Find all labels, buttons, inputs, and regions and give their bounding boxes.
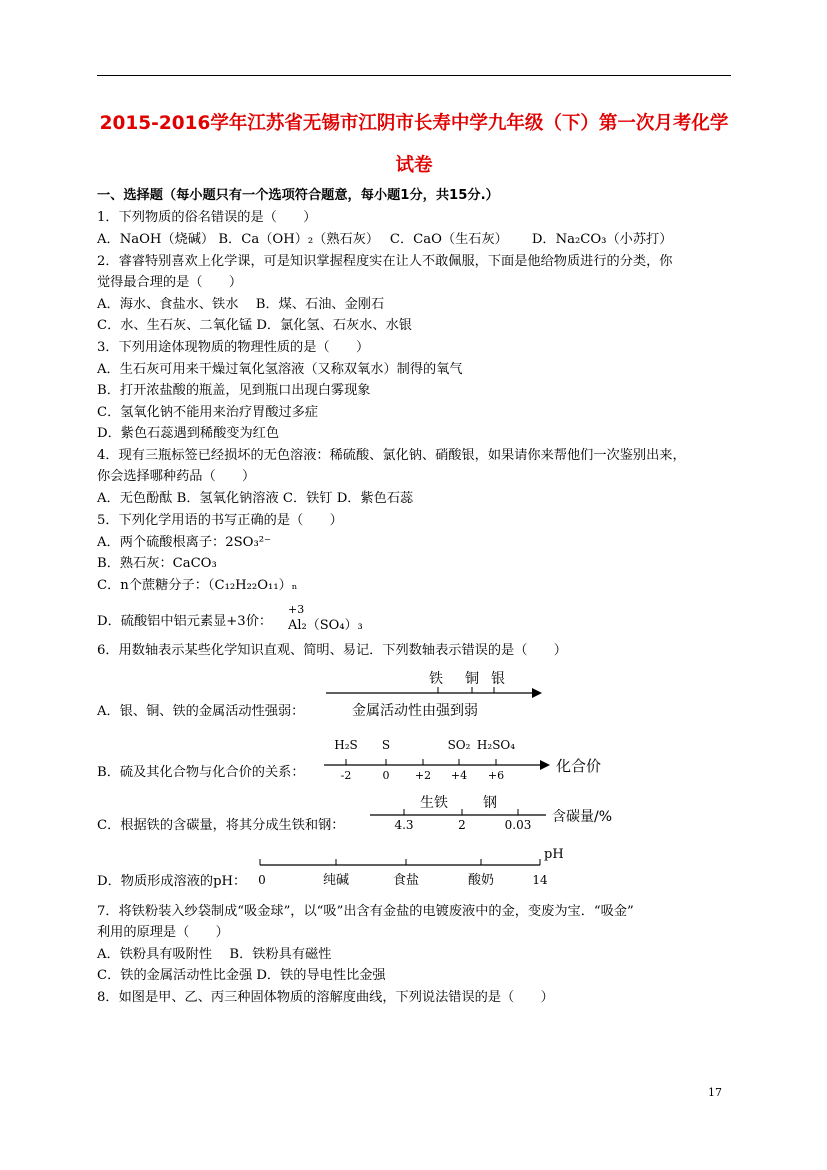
tick-plus4: +4 [450,769,468,782]
tick-minus2: -2 [340,769,352,782]
label-steel: 钢 [483,795,497,811]
activity-axis-label: 金属活动性由强到弱 [352,703,478,719]
q3-option-d: D．紫色石蕊遇到稀酸变为红色 [97,426,280,441]
tick-0-03: 0.03 [504,818,532,832]
paper-title-line2: 试卷 [395,155,433,176]
aluminum-sulfate-formula: Al₂（SO₄）₃ [288,618,363,633]
q1-options: A．NaOH（烧碱） B．Ca（OH）₂（熟石灰） C．CaO（生石灰） D．Na₂CO₃（小苏打） [97,232,673,247]
header-rule [97,75,731,76]
metal-label-iron: 铁 [429,671,443,687]
label-pig-iron: 生铁 [420,795,448,811]
tick-2: 2 [458,818,466,832]
q1-stem: 1．下列物质的俗名错误的是（ ） [97,210,317,225]
compound-h2so4: H₂SO₄ [476,738,516,752]
q6-stem: 6．用数轴表示某些化学知识直观、简明、易记．下列数轴表示错误的是（ ） [97,643,567,658]
q6-option-d: D．物质形成溶液的pH： [97,874,247,889]
tick-4-3: 4.3 [394,818,414,832]
compound-s: S [381,738,391,752]
ph-tick-soda: 纯碱 [322,873,350,888]
q7-stem-2: 利用的原理是（ ） [97,925,229,940]
oxidation-state: +3 [288,603,305,616]
q4-stem-1: 4．现有三瓶标签已经损坏的无色溶液：稀硫酸、氯化钠、硝酸银，如果请你来帮他们一次鉴别出来， [97,448,686,463]
tick-plus6: +6 [487,769,505,782]
q3-option-a: A．生石灰可用来干燥过氧化氢溶液（又称双氧水）制得的氧气 [97,362,463,377]
ph-tick-yogurt: 酸奶 [467,873,495,888]
q5-d-formula [288,603,363,633]
q2-options-ab: A．海水、食盐水、铁水 B．煤、石油、金刚石 [97,297,385,312]
q5-option-b: B．熟石灰：CaCO₃ [97,556,217,571]
q7-options-ab: A．铁粉具有吸附性 B．铁粉具有磁性 [97,947,332,962]
ph-tick-salt: 食盐 [392,873,420,888]
tick-plus2: +2 [414,769,432,782]
q8-stem: 8．如图是甲、乙、丙三种固体物质的溶解度曲线，下列说法错误的是（ ） [97,990,554,1005]
paper-title-line1: 2015-2016学年江苏省无锡市江阴市长寿中学九年级（下）第一次月考化学 [99,113,729,134]
q5-option-a: A．两个硫酸根离子：2SO₃²⁻ [97,535,271,550]
ph-axis-label: pH [544,847,564,862]
ph-tick-14: 14 [532,873,548,887]
q4-options: A．无色酚酞 B．氢氧化钠溶液 C．铁钉 D．紫色石蕊 [97,491,414,506]
q7-options-cd: C．铁的金属活动性比金强 D．铁的导电性比金强 [97,968,386,983]
compound-h2s: H₂S [334,738,358,752]
q3-option-c: C．氢氧化钠不能用来治疗胃酸过多症 [97,405,319,420]
q5-stem: 5．下列化学用语的书写正确的是（ ） [97,513,343,528]
q3-option-b: B．打开浓盐酸的瓶盖，见到瓶口出现白雾现象 [97,383,371,398]
sulfur-valence-axis [320,735,620,783]
q2-stem-2: 觉得最合理的是（ ） [97,275,243,290]
page-number: 17 [708,1086,722,1099]
q4-stem-2: 你会选择哪种药品（ ） [97,469,256,484]
q2-options-cd: C．水、生石灰、二氧化锰 D．氯化氢、石灰水、水银 [97,318,412,333]
carbon-axis-label: 含碳量/% [552,809,613,825]
q6-option-b: B．硫及其化合物与化合价的关系： [97,765,305,780]
carbon-content-axis [366,791,626,839]
section-heading: 一、选择题（每小题只有一个选项符合题意，每小题1分，共15分.） [97,188,499,203]
metal-activity-axis [320,665,550,725]
q6-option-a: A．银、铜、铁的金属活动性强弱： [97,704,305,719]
metal-label-copper: 铜 [465,671,479,687]
q6-option-c: C．根据铁的含碳量，将其分成生铁和钢： [97,818,345,833]
ph-axis [252,845,572,891]
q7-stem-1: 7．将铁粉装入纱袋制成“吸金球”，以“吸”出含有金盐的电镀废液中的金，变废为宝．“吸金” [97,904,634,919]
ph-tick-0: 0 [258,873,266,887]
metal-label-silver: 银 [491,671,505,687]
tick-0: 0 [382,769,390,782]
valence-axis-label: 化合价 [556,757,602,775]
q5-option-d: D．硫酸铝中铝元素显+3价： [97,614,273,629]
q5-option-c: C．n个蔗糖分子：（C₁₂H₂₂O₁₁）ₙ [97,578,298,593]
q3-stem: 3．下列用途体现物质的物理性质的是（ ） [97,340,370,355]
q2-stem-1: 2．睿睿特别喜欢上化学课，可是知识掌握程度实在让人不敢佩服，下面是他给物质进行的分类，你 [97,254,673,269]
compound-so2: SO₂ [447,738,471,752]
